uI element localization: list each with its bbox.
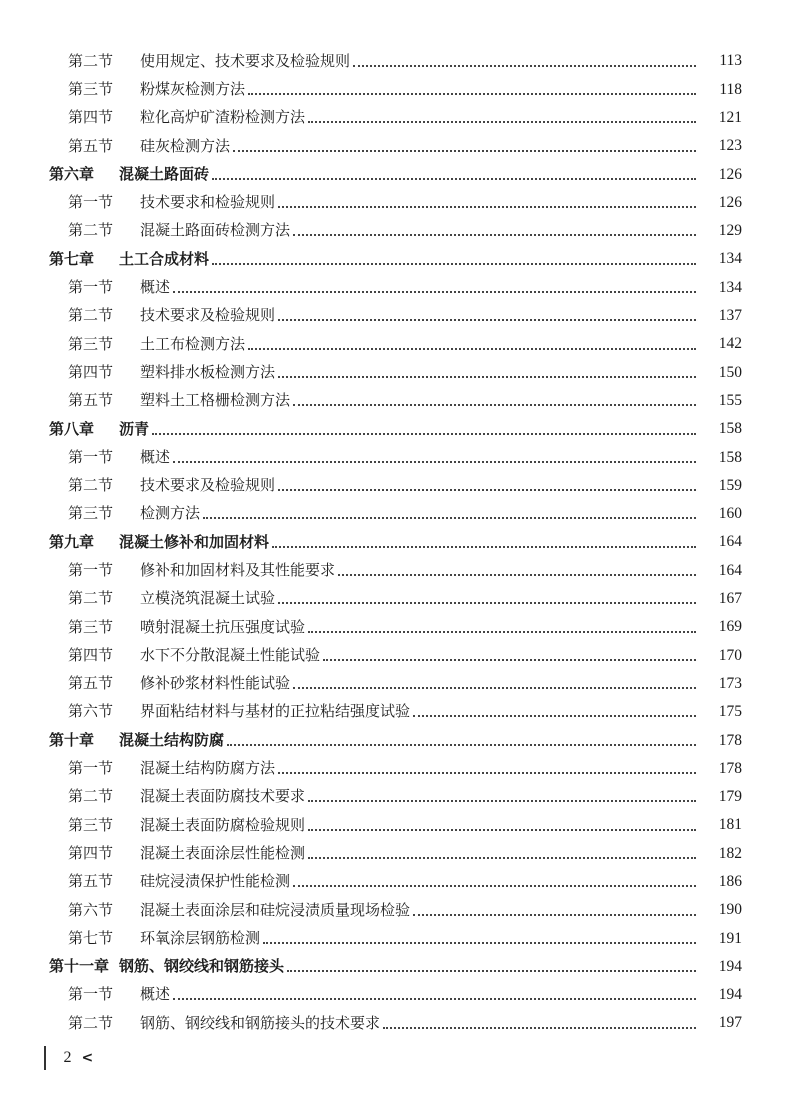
toc-entry-title: 检测方法 — [140, 504, 201, 523]
dot-leader — [308, 630, 696, 633]
toc-entry-page-number: 179 — [718, 788, 742, 806]
dot-leader — [272, 545, 696, 548]
toc-entry-title: 水下不分散混凝土性能试验 — [140, 645, 321, 664]
toc-entry-page-number: 182 — [718, 844, 742, 862]
toc-entry-title: 界面粘结材料与基材的正拉粘结强度试验 — [140, 702, 411, 721]
dot-leader — [173, 997, 696, 1000]
dot-leader — [173, 460, 696, 463]
toc-entry-title: 环氧涂层钢筋检测 — [140, 928, 261, 947]
dot-leader — [248, 92, 696, 95]
toc-entry-title: 混凝土路面砖检测方法 — [140, 221, 291, 240]
toc-section-entry[interactable] — [0, 868, 790, 896]
toc-entry-page-number: 142 — [718, 335, 742, 353]
toc-entry-label: 第二节 — [68, 476, 114, 495]
toc-entry-title: 概述 — [140, 985, 171, 1004]
toc-entry-title: 混凝土结构防腐方法 — [140, 759, 276, 778]
dot-leader — [278, 318, 696, 321]
toc-entry-page-number: 178 — [718, 759, 742, 777]
toc-entry-label: 第一节 — [68, 193, 114, 212]
toc-entry-label: 第四节 — [68, 843, 114, 862]
toc-entry-label: 第五节 — [68, 136, 114, 155]
dot-leader — [278, 375, 696, 378]
dot-leader — [308, 856, 696, 859]
toc-chapter-entry[interactable] — [0, 160, 790, 188]
toc-entry-page-number: 194 — [718, 957, 742, 975]
toc-entry-page-number: 121 — [718, 108, 742, 126]
dot-leader — [212, 177, 696, 180]
dot-leader — [152, 432, 696, 435]
toc-entry-label: 第一节 — [68, 447, 114, 466]
dot-leader — [287, 969, 696, 972]
toc-section-entry[interactable] — [0, 811, 790, 839]
toc-entry-title: 土工布检测方法 — [140, 334, 246, 353]
toc-entry-page-number: 164 — [718, 561, 742, 579]
toc-section-entry[interactable] — [0, 754, 790, 782]
toc-entry-page-number: 137 — [718, 307, 742, 325]
toc-entry-title: 钢筋、钢绞线和钢筋接头 — [119, 957, 285, 976]
table-of-contents — [0, 47, 790, 1037]
toc-chapter-entry[interactable] — [0, 415, 790, 443]
previous-arrow-icon: < — [81, 1050, 94, 1066]
toc-section-entry[interactable] — [0, 783, 790, 811]
toc-section-entry[interactable] — [0, 896, 790, 924]
dot-leader — [278, 488, 696, 491]
toc-entry-page-number: 160 — [718, 505, 742, 523]
toc-entry-title: 塑料土工格栅检测方法 — [140, 391, 291, 410]
toc-entry-label: 第五节 — [68, 391, 114, 410]
toc-section-entry[interactable] — [0, 302, 790, 330]
toc-entry-page-number: 134 — [718, 250, 742, 268]
toc-entry-page-number: 158 — [718, 448, 742, 466]
toc-entry-title: 混凝土修补和加固材料 — [119, 532, 270, 551]
toc-section-entry[interactable] — [0, 613, 790, 641]
toc-entry-title: 硅烷浸渍保护性能检测 — [140, 872, 291, 891]
toc-entry-label: 第六章 — [49, 164, 95, 183]
dot-leader — [308, 799, 696, 802]
toc-entry-title: 概述 — [140, 278, 171, 297]
toc-section-entry[interactable] — [0, 387, 790, 415]
toc-entry-label: 第四节 — [68, 108, 114, 127]
toc-entry-label: 第三节 — [68, 815, 114, 834]
dot-leader — [338, 573, 696, 576]
toc-entry-title: 粒化高炉矿渣粉检测方法 — [140, 108, 306, 127]
dot-leader — [263, 941, 696, 944]
dot-leader — [383, 1026, 696, 1029]
dot-leader — [413, 714, 696, 717]
toc-entry-page-number: 194 — [718, 986, 742, 1004]
toc-entry-page-number: 158 — [718, 420, 742, 438]
toc-entry-title: 修补和加固材料及其性能要求 — [140, 560, 336, 579]
toc-entry-label: 第六节 — [68, 900, 114, 919]
toc-entry-title: 技术要求及检验规则 — [140, 306, 276, 325]
dot-leader — [293, 403, 696, 406]
toc-entry-title: 概述 — [140, 447, 171, 466]
toc-entry-label: 第一节 — [68, 759, 114, 778]
toc-entry-label: 第九章 — [49, 532, 95, 551]
toc-entry-page-number: 134 — [718, 278, 742, 296]
toc-entry-label: 第一节 — [68, 560, 114, 579]
toc-section-entry[interactable] — [0, 358, 790, 386]
page-footer — [44, 1046, 93, 1070]
toc-entry-page-number: 186 — [718, 873, 742, 890]
toc-entry-title: 混凝土表面防腐技术要求 — [140, 787, 306, 806]
toc-section-entry[interactable] — [0, 273, 790, 301]
toc-entry-title: 技术要求和检验规则 — [140, 193, 276, 212]
toc-entry-label: 第五节 — [68, 872, 114, 891]
dot-leader — [203, 516, 696, 519]
toc-entry-page-number: 164 — [718, 533, 742, 551]
toc-entry-label: 第十章 — [49, 730, 95, 749]
toc-entry-page-number: 175 — [718, 703, 742, 721]
toc-entry-page-number: 190 — [718, 901, 742, 919]
toc-entry-label: 第三节 — [68, 617, 114, 636]
toc-entry-label: 第三节 — [68, 334, 114, 353]
toc-entry-label: 第六节 — [68, 702, 114, 721]
toc-entry-title: 立模浇筑混凝土试验 — [140, 589, 276, 608]
toc-entry-label: 第一节 — [68, 278, 114, 297]
toc-entry-title: 土工合成材料 — [119, 249, 210, 268]
toc-entry-label: 第一节 — [68, 985, 114, 1004]
toc-section-entry[interactable] — [0, 641, 790, 669]
dot-leader — [278, 771, 696, 774]
dot-leader — [248, 347, 696, 350]
toc-entry-title: 喷射混凝土抗压强度试验 — [140, 617, 306, 636]
dot-leader — [227, 743, 696, 746]
toc-chapter-entry[interactable] — [0, 953, 790, 981]
toc-entry-title: 沥青 — [119, 419, 150, 438]
toc-section-entry[interactable] — [0, 981, 790, 1009]
toc-entry-page-number: 191 — [718, 929, 742, 947]
toc-entry-label: 第四节 — [68, 362, 114, 381]
toc-entry-label: 第二节 — [68, 221, 114, 240]
toc-entry-page-number: 173 — [718, 674, 742, 692]
toc-section-entry[interactable] — [0, 443, 790, 471]
dot-leader — [278, 601, 696, 604]
toc-section-entry[interactable] — [0, 217, 790, 245]
toc-section-entry[interactable] — [0, 330, 790, 358]
toc-entry-title: 塑料排水板检测方法 — [140, 362, 276, 381]
toc-entry-label: 第三节 — [68, 504, 114, 523]
toc-entry-title: 粉煤灰检测方法 — [140, 79, 246, 98]
toc-entry-page-number: 129 — [718, 222, 742, 240]
dot-leader — [233, 149, 696, 152]
toc-entry-label: 第二节 — [68, 787, 114, 806]
dot-leader — [293, 233, 696, 236]
toc-entry-label: 第十一章 — [49, 957, 110, 976]
dot-leader — [323, 658, 696, 661]
toc-chapter-entry[interactable] — [0, 245, 790, 273]
toc-entry-label: 第二节 — [68, 589, 114, 608]
toc-section-entry[interactable] — [0, 132, 790, 160]
toc-entry-page-number: 123 — [718, 137, 742, 155]
toc-entry-label: 第四节 — [68, 645, 114, 664]
dot-leader — [293, 686, 696, 689]
toc-section-entry[interactable] — [0, 104, 790, 132]
toc-entry-label: 第三节 — [68, 79, 114, 98]
toc-section-entry[interactable] — [0, 47, 790, 75]
toc-entry-title: 钢筋、钢绞线和钢筋接头的技术要求 — [140, 1013, 381, 1032]
toc-entry-page-number: 155 — [718, 391, 742, 409]
dot-leader — [293, 884, 696, 887]
page-number: 2 — [63, 1049, 72, 1066]
toc-entry-page-number: 159 — [718, 476, 742, 494]
toc-entry-title: 混凝土结构防腐 — [119, 730, 225, 749]
toc-entry-page-number: 167 — [718, 590, 742, 608]
toc-entry-label: 第五节 — [68, 674, 114, 693]
toc-entry-page-number: 126 — [718, 193, 742, 211]
toc-entry-title: 混凝土表面涂层性能检测 — [140, 843, 306, 862]
toc-entry-label: 第二节 — [68, 1013, 114, 1032]
toc-chapter-entry[interactable] — [0, 528, 790, 556]
toc-section-entry[interactable] — [0, 698, 790, 726]
toc-section-entry[interactable] — [0, 839, 790, 867]
toc-entry-page-number: 181 — [718, 816, 742, 834]
toc-section-entry[interactable] — [0, 500, 790, 528]
dot-leader — [173, 290, 696, 293]
toc-section-entry[interactable] — [0, 585, 790, 613]
toc-entry-title: 使用规定、技术要求及检验规则 — [140, 51, 351, 70]
dot-leader — [212, 262, 696, 265]
toc-entry-label: 第八章 — [49, 419, 95, 438]
toc-entry-page-number: 126 — [718, 165, 742, 183]
toc-entry-label: 第二节 — [68, 51, 114, 70]
toc-entry-label: 第七章 — [49, 249, 95, 268]
toc-section-entry[interactable] — [0, 924, 790, 952]
dot-leader — [308, 120, 696, 123]
toc-entry-page-number: 178 — [718, 731, 742, 749]
toc-section-entry[interactable] — [0, 471, 790, 499]
toc-entry-label: 第二节 — [68, 306, 114, 325]
toc-section-entry[interactable] — [0, 670, 790, 698]
toc-section-entry[interactable] — [0, 556, 790, 584]
toc-entry-title: 混凝土路面砖 — [119, 164, 210, 183]
toc-entry-title: 修补砂浆材料性能试验 — [140, 674, 291, 693]
toc-section-entry[interactable] — [0, 75, 790, 103]
toc-entry-title: 混凝土表面防腐检验规则 — [140, 815, 306, 834]
toc-chapter-entry[interactable] — [0, 726, 790, 754]
toc-entry-page-number: 170 — [718, 646, 742, 664]
toc-section-entry[interactable] — [0, 188, 790, 216]
footer-rule — [44, 1046, 46, 1070]
toc-entry-page-number: 113 — [719, 52, 742, 70]
toc-entry-title: 技术要求及检验规则 — [140, 476, 276, 495]
dot-leader — [413, 913, 696, 916]
dot-leader — [308, 828, 696, 831]
dot-leader — [278, 205, 696, 208]
toc-entry-title: 混凝土表面涂层和硅烷浸渍质量现场检验 — [140, 900, 411, 919]
toc-entry-page-number: 197 — [718, 1014, 742, 1032]
toc-section-entry[interactable] — [0, 1009, 790, 1037]
dot-leader — [353, 64, 696, 67]
toc-entry-page-number: 150 — [718, 363, 742, 381]
toc-entry-label: 第七节 — [68, 928, 114, 947]
toc-entry-page-number: 118 — [719, 80, 742, 98]
toc-entry-title: 硅灰检测方法 — [140, 136, 231, 155]
toc-entry-page-number: 169 — [718, 618, 742, 636]
